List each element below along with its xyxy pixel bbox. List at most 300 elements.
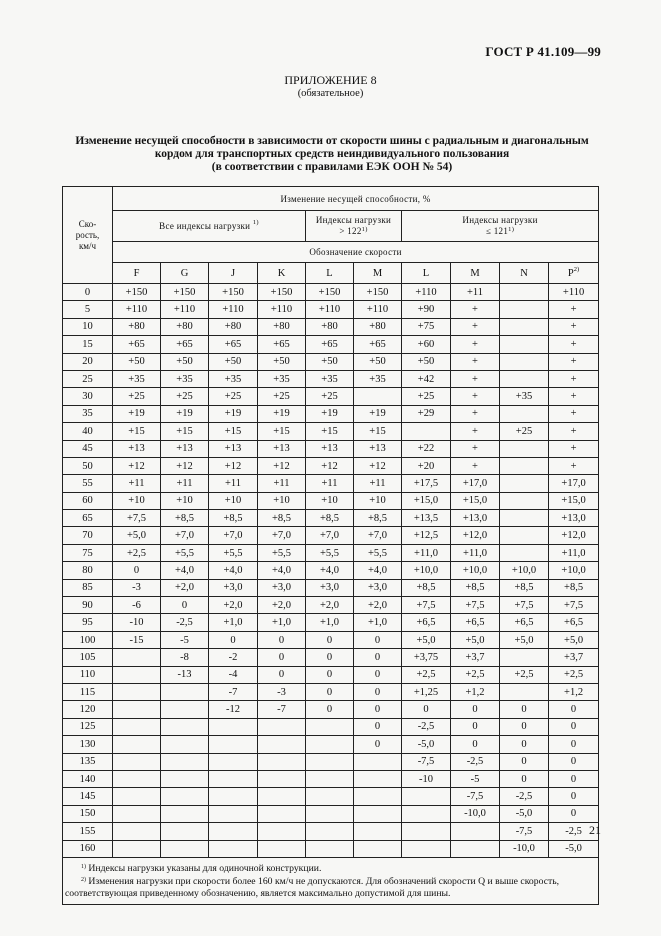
table-row <box>63 788 599 805</box>
value-cell <box>306 736 354 753</box>
value-cell: +1,25 <box>402 683 451 700</box>
speed-cell: 150 <box>63 805 113 822</box>
value-cell: +2,0 <box>354 597 402 614</box>
value-cell: +150 <box>354 284 402 301</box>
value-cell: 0 <box>549 736 599 753</box>
value-cell: +1,2 <box>451 683 500 700</box>
value-cell: +13 <box>258 440 306 457</box>
value-cell: +110 <box>549 284 599 301</box>
table-row <box>63 753 599 770</box>
value-cell: 0 <box>549 753 599 770</box>
value-cell <box>500 510 549 527</box>
value-cell: +4,0 <box>354 562 402 579</box>
value-cell: -8 <box>161 649 209 666</box>
value-cell: +5,0 <box>113 527 161 544</box>
value-cell: 0 <box>549 701 599 718</box>
value-cell: +3,75 <box>402 649 451 666</box>
value-cell: -3 <box>258 683 306 700</box>
speed-symbol: F <box>113 263 161 284</box>
speed-cell: 85 <box>63 579 113 596</box>
value-cell: + <box>451 388 500 405</box>
speed-cell: 45 <box>63 440 113 457</box>
speed-cell: 70 <box>63 527 113 544</box>
value-cell <box>113 666 161 683</box>
speed-cell: 40 <box>63 423 113 440</box>
value-cell <box>209 718 258 735</box>
value-cell: + <box>549 318 599 335</box>
table-row <box>63 457 599 474</box>
value-cell: + <box>451 336 500 353</box>
value-cell: 0 <box>354 718 402 735</box>
value-cell: -2,5 <box>161 614 209 631</box>
value-cell <box>161 683 209 700</box>
value-cell: +11 <box>354 475 402 492</box>
value-cell <box>500 683 549 700</box>
value-cell: +11 <box>306 475 354 492</box>
value-cell: +1,0 <box>209 614 258 631</box>
speed-cell: 145 <box>63 788 113 805</box>
value-cell: +8,5 <box>549 579 599 596</box>
value-cell: +35 <box>258 370 306 387</box>
value-cell: +3,0 <box>209 579 258 596</box>
value-cell: +35 <box>306 370 354 387</box>
value-cell: + <box>549 440 599 457</box>
value-cell: +80 <box>209 318 258 335</box>
value-cell: +13 <box>161 440 209 457</box>
value-cell: 0 <box>451 701 500 718</box>
speed-symbol: N <box>500 263 549 284</box>
title-line: (в соответствии с правилами ЕЭК ООН № 54) <box>211 161 453 174</box>
value-cell: 0 <box>451 718 500 735</box>
value-cell <box>209 736 258 753</box>
value-cell <box>113 840 161 857</box>
value-cell: +8,5 <box>500 579 549 596</box>
value-cell: 0 <box>161 597 209 614</box>
value-cell <box>113 649 161 666</box>
value-cell: +10 <box>161 492 209 509</box>
value-cell <box>113 788 161 805</box>
speed-symbol-header: Обозначение скорости <box>113 242 599 263</box>
page-number: 21 <box>589 823 601 837</box>
value-cell: +4,0 <box>161 562 209 579</box>
speed-cell: 120 <box>63 701 113 718</box>
value-cell: +15 <box>306 423 354 440</box>
value-cell: 0 <box>549 805 599 822</box>
value-cell: +5,0 <box>549 631 599 648</box>
value-cell: +19 <box>306 405 354 422</box>
value-cell: +150 <box>209 284 258 301</box>
value-cell: 0 <box>500 718 549 735</box>
value-cell: +12 <box>161 457 209 474</box>
value-cell: -2,5 <box>500 788 549 805</box>
value-cell: +2,0 <box>161 579 209 596</box>
value-cell: +10,0 <box>549 562 599 579</box>
appendix-subtitle: (обязательное) <box>297 88 364 99</box>
value-cell: +10,0 <box>500 562 549 579</box>
speed-cell: 155 <box>63 823 113 840</box>
value-cell: -5,0 <box>549 840 599 857</box>
speed-cell: 125 <box>63 718 113 735</box>
value-cell: +19 <box>209 405 258 422</box>
value-cell <box>258 823 306 840</box>
value-cell: 0 <box>306 631 354 648</box>
table-row <box>63 736 599 753</box>
value-cell: 0 <box>451 736 500 753</box>
value-cell: + <box>549 301 599 318</box>
value-cell: +7,0 <box>209 527 258 544</box>
value-cell: 0 <box>354 736 402 753</box>
table-row <box>63 597 599 614</box>
table-row <box>63 318 599 335</box>
value-cell <box>500 527 549 544</box>
value-cell <box>354 753 402 770</box>
value-cell: 0 <box>258 666 306 683</box>
value-cell: +12 <box>306 457 354 474</box>
value-cell: 0 <box>306 701 354 718</box>
value-cell <box>306 753 354 770</box>
value-cell: +8,5 <box>161 510 209 527</box>
value-cell: +19 <box>161 405 209 422</box>
value-cell <box>306 788 354 805</box>
value-cell <box>500 336 549 353</box>
value-cell: +5,5 <box>306 544 354 561</box>
change-header: Изменение несущей способности, % <box>113 187 599 211</box>
value-cell: +17,0 <box>451 475 500 492</box>
value-cell: +2,0 <box>306 597 354 614</box>
value-cell: +12,5 <box>402 527 451 544</box>
value-cell: +50 <box>402 353 451 370</box>
value-cell: +25 <box>161 388 209 405</box>
value-cell: +10 <box>354 492 402 509</box>
value-cell: +12 <box>209 457 258 474</box>
value-cell: +7,0 <box>258 527 306 544</box>
table-row <box>63 823 599 840</box>
value-cell: +35 <box>500 388 549 405</box>
speed-symbol-row <box>63 263 599 284</box>
value-cell: -13 <box>161 666 209 683</box>
value-cell: +10 <box>113 492 161 509</box>
value-cell: +80 <box>354 318 402 335</box>
speed-cell: 95 <box>63 614 113 631</box>
value-cell: 0 <box>354 649 402 666</box>
value-cell: + <box>451 318 500 335</box>
speed-cell: 100 <box>63 631 113 648</box>
value-cell: +110 <box>113 301 161 318</box>
value-cell <box>209 770 258 787</box>
value-cell: +75 <box>402 318 451 335</box>
value-cell: 0 <box>113 562 161 579</box>
table-row <box>63 510 599 527</box>
speed-symbol: L <box>402 263 451 284</box>
value-cell <box>500 649 549 666</box>
value-cell: +8,5 <box>209 510 258 527</box>
speed-cell: 55 <box>63 475 113 492</box>
value-cell: +1,0 <box>258 614 306 631</box>
value-cell: +7,5 <box>402 597 451 614</box>
value-cell: 0 <box>354 683 402 700</box>
value-cell: -4 <box>209 666 258 683</box>
value-cell: +110 <box>402 284 451 301</box>
value-cell: +13 <box>306 440 354 457</box>
value-cell: -10 <box>402 770 451 787</box>
value-cell: + <box>451 405 500 422</box>
value-cell: +7,5 <box>549 597 599 614</box>
value-cell: +11 <box>258 475 306 492</box>
value-cell <box>306 718 354 735</box>
value-cell: +150 <box>306 284 354 301</box>
value-cell: +90 <box>402 301 451 318</box>
value-cell: +4,0 <box>209 562 258 579</box>
value-cell <box>500 492 549 509</box>
value-cell: 0 <box>549 770 599 787</box>
table-row <box>63 562 599 579</box>
value-cell: +65 <box>113 336 161 353</box>
value-cell: + <box>549 336 599 353</box>
value-cell: +8,5 <box>354 510 402 527</box>
value-cell <box>354 823 402 840</box>
value-cell: +10,0 <box>451 562 500 579</box>
value-cell: +7,0 <box>354 527 402 544</box>
value-cell: +7,5 <box>500 597 549 614</box>
value-cell: +4,0 <box>258 562 306 579</box>
value-cell: +110 <box>354 301 402 318</box>
value-cell <box>402 823 451 840</box>
value-cell: +19 <box>113 405 161 422</box>
value-cell: -7,5 <box>500 823 549 840</box>
value-cell: +80 <box>161 318 209 335</box>
value-cell <box>113 718 161 735</box>
speed-cell: 130 <box>63 736 113 753</box>
value-cell <box>161 805 209 822</box>
value-cell: +2,5 <box>451 666 500 683</box>
value-cell: +12 <box>113 457 161 474</box>
value-cell: +12,0 <box>549 527 599 544</box>
value-cell <box>500 301 549 318</box>
value-cell: -2 <box>209 649 258 666</box>
speed-cell: 140 <box>63 770 113 787</box>
speed-cell: 110 <box>63 666 113 683</box>
table-row <box>63 544 599 561</box>
value-cell: +8,5 <box>402 579 451 596</box>
value-cell: + <box>451 423 500 440</box>
value-cell: +110 <box>306 301 354 318</box>
value-cell <box>306 823 354 840</box>
value-cell: + <box>549 423 599 440</box>
speed-cell: 30 <box>63 388 113 405</box>
value-cell: +8,5 <box>451 579 500 596</box>
value-cell: +5,5 <box>209 544 258 561</box>
value-cell <box>354 805 402 822</box>
value-cell: 0 <box>354 701 402 718</box>
value-cell: 0 <box>354 631 402 648</box>
value-cell <box>500 318 549 335</box>
value-cell <box>113 683 161 700</box>
group-index-over-122: Индексы нагрузки > $122^{1)}$ <box>306 211 402 242</box>
table-row <box>63 701 599 718</box>
value-cell: -5,0 <box>500 805 549 822</box>
value-cell: +150 <box>113 284 161 301</box>
table-row <box>63 527 599 544</box>
value-cell: +50 <box>354 353 402 370</box>
value-cell: -10 <box>113 614 161 631</box>
value-cell <box>258 753 306 770</box>
value-cell: 0 <box>549 788 599 805</box>
value-cell <box>161 823 209 840</box>
value-cell: +13,0 <box>549 510 599 527</box>
speed-column-header: Ско- рость, км/ч <box>63 187 113 284</box>
document-code: ГОСТ Р 41.109—99 <box>485 44 601 59</box>
value-cell: +80 <box>113 318 161 335</box>
table-header <box>63 187 599 284</box>
value-cell: +80 <box>306 318 354 335</box>
table-row <box>63 336 599 353</box>
footnote: $^{1)}$ Индексы нагрузки указаны для одиночной конструкции. <box>81 863 322 875</box>
value-cell <box>161 753 209 770</box>
value-cell: +50 <box>306 353 354 370</box>
value-cell <box>306 840 354 857</box>
value-cell: +35 <box>161 370 209 387</box>
value-cell: 0 <box>402 701 451 718</box>
table-row <box>63 649 599 666</box>
value-cell: +60 <box>402 336 451 353</box>
speed-symbol: G <box>161 263 209 284</box>
value-cell <box>402 840 451 857</box>
value-cell: +11 <box>161 475 209 492</box>
value-cell: +12 <box>354 457 402 474</box>
value-cell <box>354 840 402 857</box>
value-cell: + <box>451 457 500 474</box>
speed-cell: 105 <box>63 649 113 666</box>
value-cell: 0 <box>306 666 354 683</box>
speed-cell: 135 <box>63 753 113 770</box>
value-cell <box>354 388 402 405</box>
value-cell: +7,5 <box>451 597 500 614</box>
value-cell: +19 <box>258 405 306 422</box>
value-cell <box>500 405 549 422</box>
value-cell: + <box>451 353 500 370</box>
value-cell: 0 <box>500 770 549 787</box>
value-cell <box>258 736 306 753</box>
value-cell <box>258 788 306 805</box>
value-cell: +15,0 <box>451 492 500 509</box>
value-cell: + <box>451 440 500 457</box>
value-cell: -5 <box>161 631 209 648</box>
value-cell <box>500 475 549 492</box>
value-cell <box>500 284 549 301</box>
value-cell: + <box>549 457 599 474</box>
value-cell <box>402 788 451 805</box>
table-row <box>63 579 599 596</box>
value-cell: +13 <box>209 440 258 457</box>
value-cell <box>500 544 549 561</box>
value-cell: +11,0 <box>549 544 599 561</box>
value-cell: -7 <box>258 701 306 718</box>
value-cell: 0 <box>500 701 549 718</box>
value-cell: -3 <box>113 579 161 596</box>
value-cell: +13 <box>113 440 161 457</box>
value-cell: +11 <box>209 475 258 492</box>
value-cell <box>402 423 451 440</box>
table-row <box>63 805 599 822</box>
value-cell: +20 <box>402 457 451 474</box>
group-index-up-to-121: Индексы нагрузки ≤ $121^{1)}$ <box>402 211 599 242</box>
value-cell: +15 <box>113 423 161 440</box>
value-cell <box>209 840 258 857</box>
value-cell: +65 <box>258 336 306 353</box>
value-cell: +11 <box>451 284 500 301</box>
table-row <box>63 614 599 631</box>
table-row <box>63 770 599 787</box>
value-cell: +2,0 <box>258 597 306 614</box>
value-cell: +8,5 <box>258 510 306 527</box>
table-row <box>63 388 599 405</box>
table-row <box>63 405 599 422</box>
value-cell: -5,0 <box>402 736 451 753</box>
value-cell: +50 <box>209 353 258 370</box>
value-cell: +110 <box>161 301 209 318</box>
value-cell <box>161 788 209 805</box>
value-cell <box>209 823 258 840</box>
value-cell: -12 <box>209 701 258 718</box>
speed-cell: 5 <box>63 301 113 318</box>
value-cell: +1,0 <box>354 614 402 631</box>
value-cell: +80 <box>258 318 306 335</box>
speed-symbol: M <box>451 263 500 284</box>
value-cell: 0 <box>549 718 599 735</box>
table-row <box>63 301 599 318</box>
value-cell: +65 <box>306 336 354 353</box>
appendix-title: ПРИЛОЖЕНИЕ 8 <box>284 73 377 87</box>
value-cell: -2,5 <box>549 823 599 840</box>
value-cell <box>500 440 549 457</box>
value-cell: +10 <box>306 492 354 509</box>
value-cell <box>113 770 161 787</box>
value-cell: -2,5 <box>451 753 500 770</box>
value-cell: +35 <box>354 370 402 387</box>
value-cell: + <box>451 301 500 318</box>
table-row <box>63 440 599 457</box>
speed-symbol: L <box>306 263 354 284</box>
value-cell <box>113 701 161 718</box>
value-cell: +65 <box>161 336 209 353</box>
value-cell: +25 <box>402 388 451 405</box>
speed-cell: 90 <box>63 597 113 614</box>
value-cell: +12 <box>258 457 306 474</box>
speed-cell: 20 <box>63 353 113 370</box>
value-cell <box>161 736 209 753</box>
value-cell: +7,5 <box>113 510 161 527</box>
value-cell: + <box>549 388 599 405</box>
value-cell: +25 <box>306 388 354 405</box>
value-cell: +15,0 <box>402 492 451 509</box>
value-cell <box>402 805 451 822</box>
value-cell: + <box>549 370 599 387</box>
value-cell: +2,5 <box>113 544 161 561</box>
value-cell: +15 <box>161 423 209 440</box>
value-cell: +6,5 <box>549 614 599 631</box>
speed-cell: 0 <box>63 284 113 301</box>
speed-cell: 15 <box>63 336 113 353</box>
table-row <box>63 370 599 387</box>
value-cell: +15 <box>209 423 258 440</box>
value-cell: +2,0 <box>209 597 258 614</box>
value-cell: +11,0 <box>402 544 451 561</box>
speed-cell: 65 <box>63 510 113 527</box>
speed-symbol: K <box>258 263 306 284</box>
value-cell: +3,0 <box>354 579 402 596</box>
value-cell <box>113 753 161 770</box>
value-cell <box>209 753 258 770</box>
